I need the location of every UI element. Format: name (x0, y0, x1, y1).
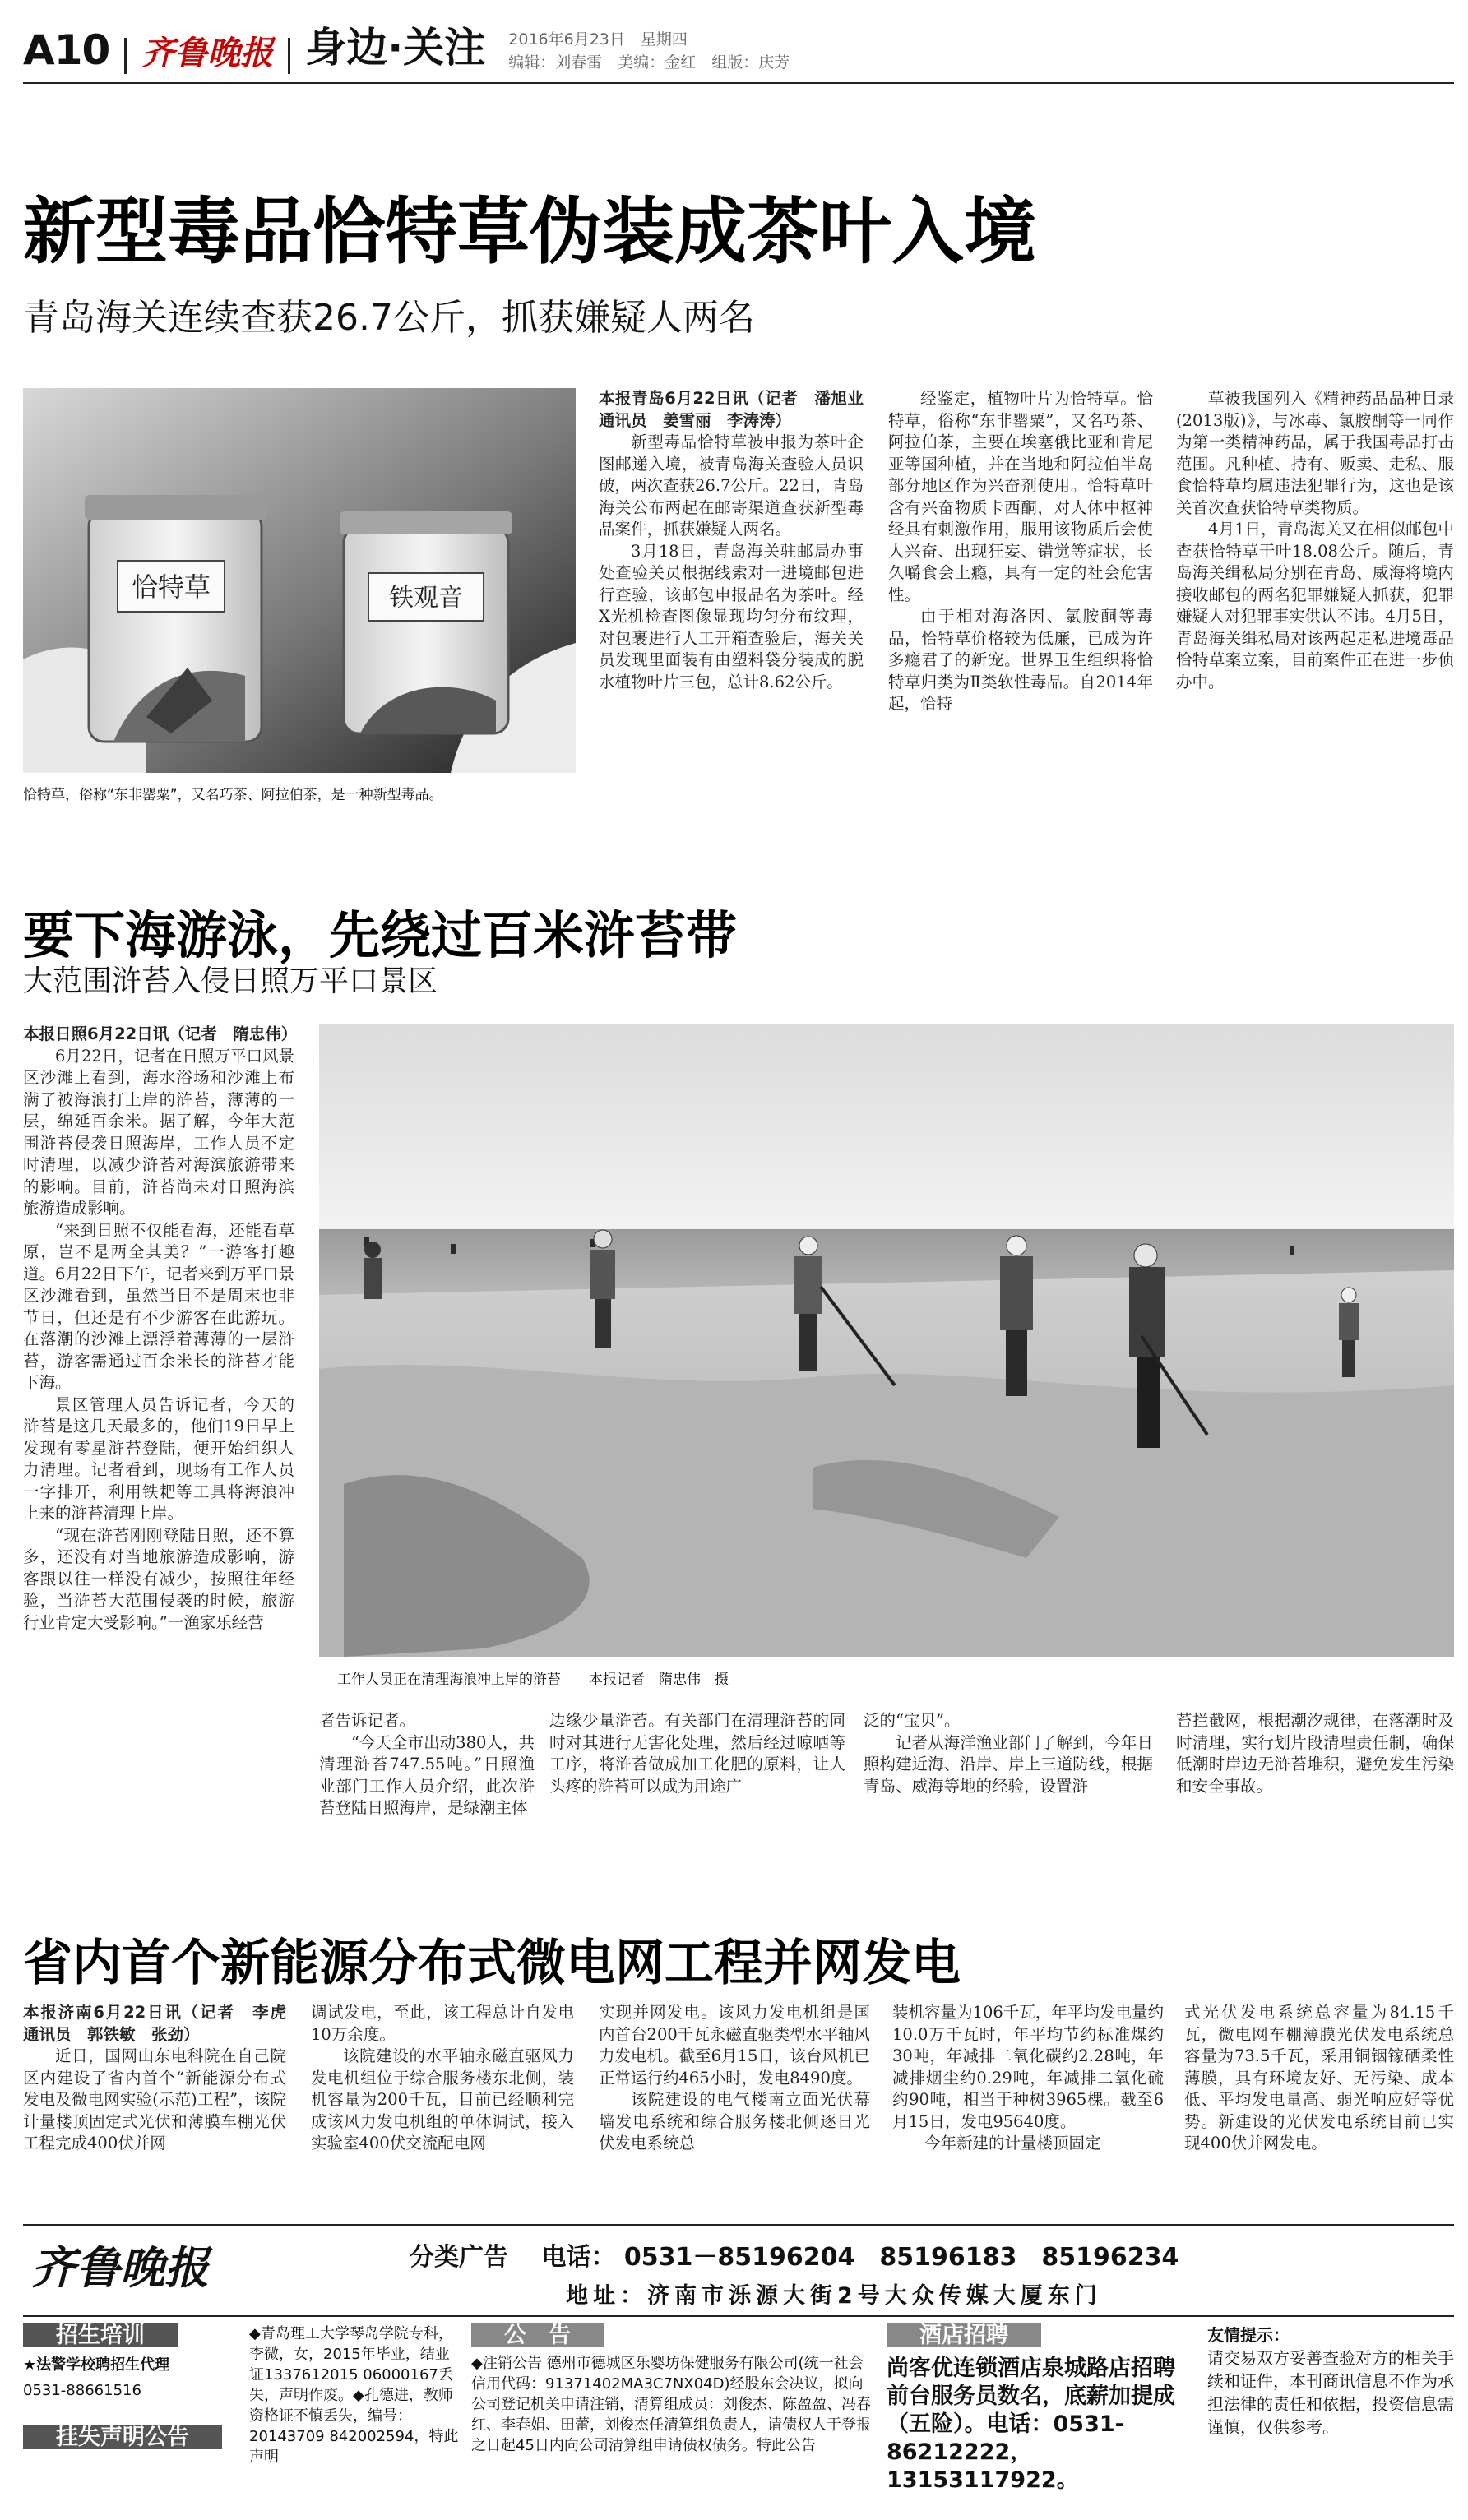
jar-label-right: 铁观音 (389, 584, 463, 613)
story2-paragraph: 泛的“宝贝”。 (864, 1711, 961, 1730)
story2-byline: 本报日照6月22日讯（记者 隋忠伟） (23, 1024, 298, 1043)
page-number: A10 (23, 26, 110, 74)
story1-paragraph: 由于相对海洛因、氯胺酮等毒品，恰特草价格较为低廉，已成为许多瘾君子的新宠。世界卫生组织将恰特草归类为Ⅱ类软性毒品。自2014年起，恰特 (888, 607, 1153, 713)
story1-column-2 (888, 388, 1153, 811)
story2-subhead: 大范围浒苔入侵日照万平口景区 (23, 964, 438, 998)
story1-column-3 (1176, 388, 1454, 811)
tag-notice: 公 告 (471, 2323, 604, 2347)
story2-column-2 (319, 1710, 535, 1850)
story2-paragraph: 苔拦截网，根据潮汐规律，在落潮时及时清理，实行划片段清理责任制，确保低潮时岸边无浒苔堆积，避免发生污染和安全事故。 (1176, 1711, 1454, 1796)
ads-header (410, 2236, 1179, 2273)
story2-paragraph: 边缘少量浒苔。有关部门在清理浒苔的同时对其进行无害化处理，然后经过晾晒等工序，将浒苔做成加工化肥的原料，让人头疼的浒苔可以成为用途广 (549, 1711, 845, 1796)
story2-paragraph: “现在浒苔刚刚登陆日照，还不算多，还没有对当地旅游造成影响，游客跟以往一样没有减少，按照往年经验，当浒苔大范围侵袭的时候，旅游行业肯定大受影响。”一渔家乐经营 (23, 1525, 294, 1632)
story1-column-1 (599, 388, 880, 811)
header-meta (508, 28, 790, 74)
story1-headline: 新型毒品恰特草伪装成茶叶入境 (23, 189, 1037, 274)
ads-address: 地址：济南市泺源大街2号大众传媒大厦东门 (566, 2283, 1102, 2309)
khat-jars-image (23, 388, 576, 773)
story2-photo (319, 1024, 1454, 1657)
story3-column-2 (311, 2002, 574, 2212)
story3-paragraph: 该院建设的电气楼南立面光伏幕墙发电系统和综合服务楼北侧逐日光伏发电系统总 (599, 2090, 870, 2152)
recruit-text: ★法警学校聘招生代理 (23, 2356, 170, 2374)
story1-subhead: 青岛海关连续查获26.7公斤，抓获嫌疑人两名 (23, 297, 755, 339)
issue-date: 2016年6月23日 星期四 (508, 30, 688, 49)
story3-paragraph: 式光伏发电系统总容量为84.15千瓦，微电网车棚薄膜光伏发电系统总容量为73.5千瓦，采用铜铟镓硒柔性薄膜，具有环境友好、无污染、成本低、平均发电量高、弱光响应好等优势。新建设的光伏发电系统目前已实现400伏并网发电。 (1184, 2003, 1454, 2152)
story2-column-5 (1176, 1710, 1454, 1850)
story1-paragraph: 3月18日，青岛海关驻邮局办事处查验关员根据线索对一进境邮包进行查验，该邮包申报品名为茶叶。经X光机检查图像显现均匀分布纹理，对包裹进行人工开箱查验后，海关关员发现里面装有由塑料袋分装成的脱水植物叶片三包，总计8.62公斤。 (599, 541, 864, 691)
lost-text: ◆青岛理工大学琴岛学院专科，李微，女，2015年毕业，结业证1337612015 06000167丢失，声明作废。◆孔德进，教师资格证不慎丢失，编号：20143709 842002594，特此声明 (249, 2325, 459, 2466)
ad-recruit (23, 2323, 237, 2496)
tag-hotel: 酒店招聘 (887, 2323, 1041, 2347)
story3-column-3 (599, 2002, 870, 2212)
tag-lost: 挂失声明公告 (23, 2425, 222, 2449)
story2-column-3 (549, 1710, 845, 1850)
story2-paragraph: 记者从海洋渔业部门了解到，今年日照构建近海、沿岸、岸上三道防线，根据青岛、威海等地的经验，设置浒 (864, 1732, 1153, 1796)
ad-lost (249, 2323, 463, 2500)
ads-divider (23, 2315, 1454, 2317)
story2-paragraph: “来到日照不仅能看海，还能看草原，岂不是两全其美？”一游客打趣道。6月22日下午，记者来到万平口景区沙滩看到，虽然当日不是周末也非节日，但还是有不少游客在此游玩。在落潮的沙滩上漂浮着薄薄的一层浒苔，游客需通过百余米长的浒苔才能下海。 (23, 1220, 294, 1392)
story2-headline: 要下海游泳，先绕过百米浒苔带 (23, 905, 738, 965)
story3-paragraph: 装机容量为106千瓦，年平均发电量约10.0万千瓦时，年平均节约标准煤约30吨，年减排二氧化碳约2.28吨，年减排烟尘约0.29吨，年减排二氧化硫约90吨，相当于种树3965棵。截至6月15日，发电95640度。 (892, 2003, 1164, 2131)
hotel-text: 尚客优连锁酒店泉城路店招聘前台服务员数名，底薪加提成（五险）。电话：0531-86212222，13153117922。 (887, 2356, 1175, 2493)
story1-paragraph: 4月1日，青岛海关又在相似邮包中查获恰特草干叶18.08公斤。随后，青岛海关缉私局分别在青岛、威海将境内接收邮包的两名犯罪嫌疑人抓获，犯罪嫌疑人对犯罪事实供认不讳。4月5日，青岛海关缉私局对该两起走私进境毒品恰特草案立案，目前案件正在进一步侦办中。 (1176, 520, 1454, 691)
story2-paragraph: 6月22日，记者在日照万平口风景区沙滩上看到，海水浴场和沙滩上布满了被海浪打上岸的浒苔，薄薄的一层，绵延百余米。据了解，今年大范围浒苔侵袭日照海岸，工作人员不定时清理，以减少浒苔对海滨旅游带来的影响。目前，浒苔尚未对日照海滨旅游造成影响。 (23, 1046, 294, 1218)
tag-recruit: 招生培训 (23, 2323, 178, 2347)
story1-paragraph: 经鉴定，植物叶片为恰特草。恰特草，俗称“东非罂粟”，又名巧茶、阿拉伯茶，主要在埃塞俄比亚和肯尼亚等国种植，并在当地和阿拉伯半岛部分地区作为兴奋剂使用。恰特草叶含有兴奋物质卡西酮，对人体中枢神经具有刺激作用，服用该物质后会使人兴奋、出现狂妄、错觉等症状，长久嚼食会上瘾，具有一定的社会危害性。 (888, 389, 1153, 604)
tip-title: 友情提示： (1207, 2325, 1290, 2345)
story2-column-1 (23, 1024, 298, 1850)
ad-hotel (887, 2323, 1191, 2500)
ads-logo: 齐鲁晚报 (31, 2241, 209, 2294)
ads-phone-label: 电话： (541, 2243, 616, 2272)
story2-paragraph: 者告诉记者。 (319, 1711, 416, 1730)
story2-caption: 工作人员正在清理海浪冲上岸的浒苔 本报记者 隋忠伟 摄 (337, 1672, 729, 1688)
ads-category: 分类广告 (410, 2243, 508, 2272)
story3-paragraph: 近日，国网山东电科院在自己院区内建设了省内首个“新能源分布式发电及微电网实验(示范)工程”，该院计量楼顶固定式光伏和薄膜车棚光伏工程完成400伏并网 (23, 2046, 286, 2152)
jar-label-left: 恰特草 (131, 571, 211, 603)
story3-headline: 省内首个新能源分布式微电网工程并网发电 (23, 1935, 961, 1992)
divider (124, 38, 127, 74)
story1-photo (23, 388, 576, 773)
story3-paragraph: 今年新建的计量楼顶固定 (924, 2134, 1101, 2152)
classified-ads (23, 2224, 1454, 2504)
story1-paragraph: 草被我国列入《精神药品品种目录(2013版)》，与冰毒、氯胺酮等一同作为第一类精神药品，属于我国毒品打击范围。凡种植、持有、贩卖、走私、服食恰特草均属违法犯罪行为，这也是该关首次查获恰特草类物质。 (1176, 389, 1454, 517)
ad-tip (1207, 2323, 1454, 2500)
section-title: 身边·关注 (305, 24, 486, 72)
story2-paragraph: 景区管理人员告诉记者，今天的浒苔是这几天最多的，他们19日早上发现有零星浒苔登陆，便开始组织人力清理。记者看到，现场有工作人员一字排开，利用铁耙等工具将海浪冲上来的浒苔清理上岸。 (23, 1394, 294, 1523)
story3-column-5 (1184, 2002, 1454, 2212)
editor-credits: 编辑：刘春雷 美编：金红 组版：庆芳 (508, 53, 790, 72)
story1-byline: 本报青岛6月22日讯（记者 潘旭业 通讯员 姜雪丽 李涛涛） (599, 389, 880, 430)
beach-cleanup-image (319, 1024, 1454, 1657)
story1-caption: 恰特草，俗称“东非罂粟”，又名巧茶、阿拉伯茶，是一种新型毒品。 (23, 787, 443, 803)
story3-paragraph: 调试发电，至此，该工程总计自发电10万余度。 (311, 2003, 574, 2044)
masthead (23, 18, 1454, 84)
recruit-phone: 0531-88661516 (23, 2382, 141, 2399)
paper-logo: 齐鲁晚报 (141, 34, 274, 72)
story2-paragraph: “今天全市出动380人，共清理浒苔747.55吨。”日照渔业部门工作人员介绍，此次浒苔登陆日照海岸，是绿潮主体 (319, 1732, 535, 1817)
divider (288, 38, 290, 74)
ad-notice (471, 2323, 874, 2500)
story1-paragraph: 新型毒品恰特草被申报为茶叶企图邮递入境，被青岛海关查验人员识破，两次查获26.7公斤。22日，青岛海关公布两起在邮寄渠道查获新型毒品案件，抓获嫌疑人两名。 (599, 432, 864, 539)
story3-byline: 本报济南6月22日讯（记者 李虎 通讯员 郭铁敏 张劲） (23, 2003, 303, 2044)
notice-text: ◆注销公告 德州市德城区乐婴坊保健服务有限公司(统一社会信用代码：91371402MA3C7NX04D)经股东会决议，拟向公司登记机关申请注销，清算组成员：刘俊杰、陈盈盈、冯春红、李春娟、田蕾，刘俊杰任清算组负责人，请债权人于登报之日起45日内向公司清算组申请债权债务。特此公告 (471, 2355, 871, 2454)
ads-phones: 0531－85196204 85196183 85196234 (623, 2243, 1179, 2272)
story2-column-4 (864, 1710, 1153, 1850)
story3-paragraph: 实现并网发电。该风力发电机组是国内首台200千瓦永磁直驱类型水平轴风力发电机。截至6月15日，该台风机已正常运行约465小时，发电8490度。 (599, 2003, 870, 2088)
story3-column-1 (23, 2002, 303, 2212)
story3-column-4 (892, 2002, 1164, 2212)
tip-text: 请交易双方妥善查验对方的相关手续和证件，本刊商讯信息不作为承担法律的责任和依据，投资信息需谨慎，仅供参考。 (1207, 2348, 1454, 2437)
story3-paragraph: 该院建设的水平轴永磁直驱风力发电机组位于综合服务楼东北侧，装机容量为200千瓦，目前已经顺利完成该风力发电机组的单体调试，接入实验室400伏交流配电网 (311, 2046, 574, 2152)
